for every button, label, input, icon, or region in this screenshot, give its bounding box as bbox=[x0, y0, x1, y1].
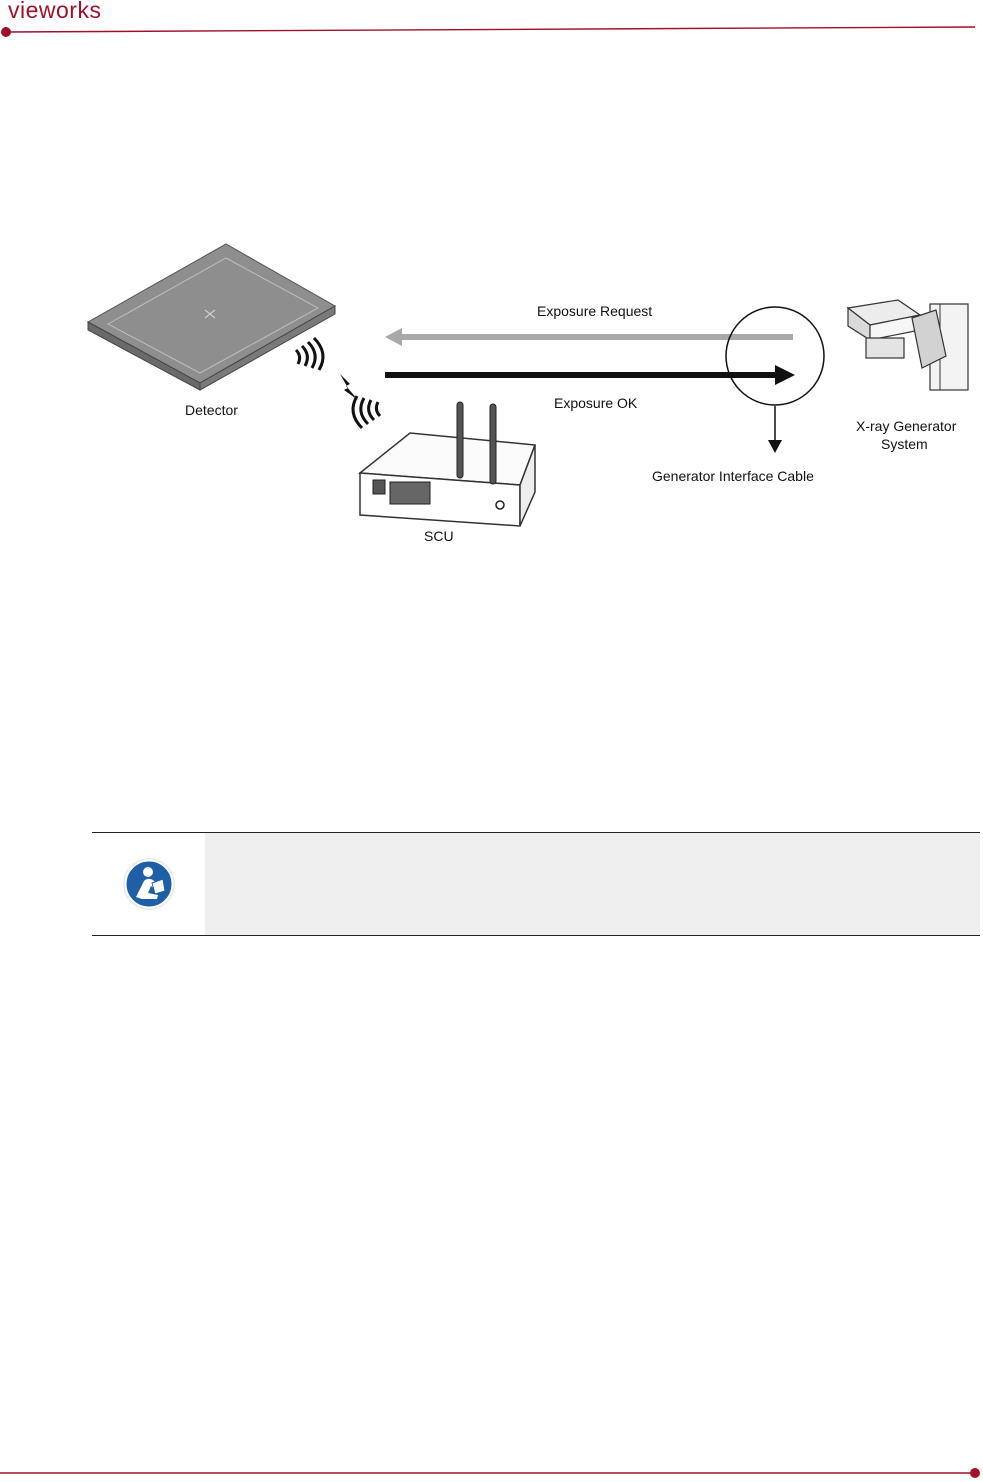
exposure-request-label: Exposure Request bbox=[537, 303, 653, 319]
vieworks-logo bbox=[8, 0, 158, 22]
header-rule bbox=[0, 22, 983, 42]
xray-generator-label-line2: System bbox=[881, 436, 928, 452]
generator-interface-cable-label: Generator Interface Cable bbox=[652, 468, 814, 484]
note-box bbox=[92, 832, 980, 936]
xray-generator-illustration bbox=[848, 300, 968, 390]
interface-circle bbox=[726, 307, 824, 405]
exposure-ok-label: Exposure OK bbox=[554, 395, 638, 411]
footer-rule-dot bbox=[970, 1468, 980, 1478]
read-manual-icon bbox=[122, 857, 176, 911]
xray-generator-label-line1: X-ray Generator bbox=[856, 418, 957, 434]
scu-illustration bbox=[360, 402, 535, 526]
note-text-cell bbox=[205, 833, 980, 935]
note-icon-cell bbox=[92, 833, 205, 935]
wireless-waves-scu-icon bbox=[353, 396, 380, 428]
cable-arrow bbox=[768, 406, 782, 453]
wireless-waves-detector-icon bbox=[296, 338, 323, 370]
exposure-request-arrow bbox=[385, 328, 793, 346]
scu-label: SCU bbox=[424, 528, 454, 544]
exposure-diagram bbox=[0, 230, 983, 560]
logo-text: vieworks bbox=[8, 0, 102, 22]
detector-illustration bbox=[88, 244, 335, 390]
footer-rule bbox=[0, 1464, 983, 1482]
detector-label: Detector bbox=[185, 402, 238, 418]
header-rule-dot bbox=[1, 27, 11, 37]
